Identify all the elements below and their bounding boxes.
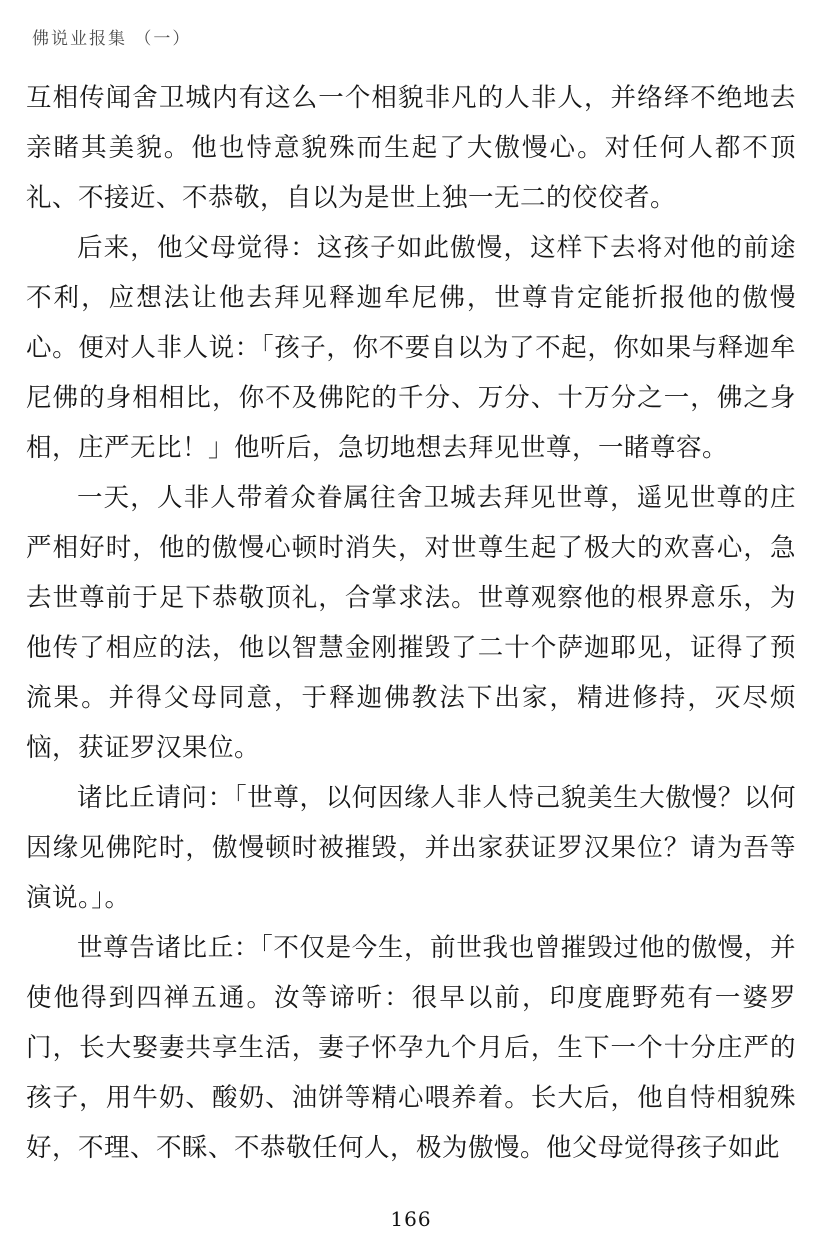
page-number: 166 (390, 1207, 432, 1231)
paragraph: 诸比丘请问：「世尊，以何因缘人非人恃己貌美生大傲慢？以何因缘见佛陀时，傲慢顿时被摧毁，并出家获证罗汉果位？请为吾等演说。」。 (26, 783, 796, 913)
body-text (26, 73, 796, 1207)
paragraph: 一天，人非人带着众眷属往舍卫城去拜见世尊，遥见世尊的庄严相好时，他的傲慢心顿时消失，对世尊生起了极大的欢喜心，急去世尊前于足下恭敬顶礼，合掌求法。世尊观察他的根界意乐，为他传了相应的法，他以智慧金刚摧毁了二十个萨迦耶见，证得了预流果。并得父母同意，于释迦佛教法下出家，精进修持，灭尽烦恼，获证罗汉果位。 (26, 483, 796, 763)
paragraph: 世尊告诸比丘：「不仅是今生，前世我也曾摧毁过他的傲慢，并使他得到四禅五通。汝等谛听：很早以前，印度鹿野苑有一婆罗门，长大娶妻共享生活，妻子怀孕九个月后，生下一个十分庄严的孩子，用牛奶、酸奶、油饼等精心喂养着。长大后，他自恃相貌殊好，不理、不睬、不恭敬任何人，极为傲慢。他父母觉得孩子如此 (26, 933, 796, 1163)
paragraph: 后来，他父母觉得：这孩子如此傲慢，这样下去将对他的前途不利，应想法让他去拜见释迦牟尼佛，世尊肯定能折报他的傲慢心。便对人非人说：「孩子，你不要自以为了不起，你如果与释迦牟尼佛的身相相比，你不及佛陀的千分、万分、十万分之一，佛之身相，庄严无比！」他听后，急切地想去拜见世尊，一睹尊容。 (26, 233, 796, 463)
paragraph: 互相传闻舍卫城内有这么一个相貌非凡的人非人，并络绎不绝地去亲睹其美貌。他也恃意貌殊而生起了大傲慢心。对任何人都不顶礼、不接近、不恭敬，自以为是世上独一无二的佼佼者。 (26, 83, 796, 213)
running-header: 佛说业报集 （一） (32, 29, 192, 49)
